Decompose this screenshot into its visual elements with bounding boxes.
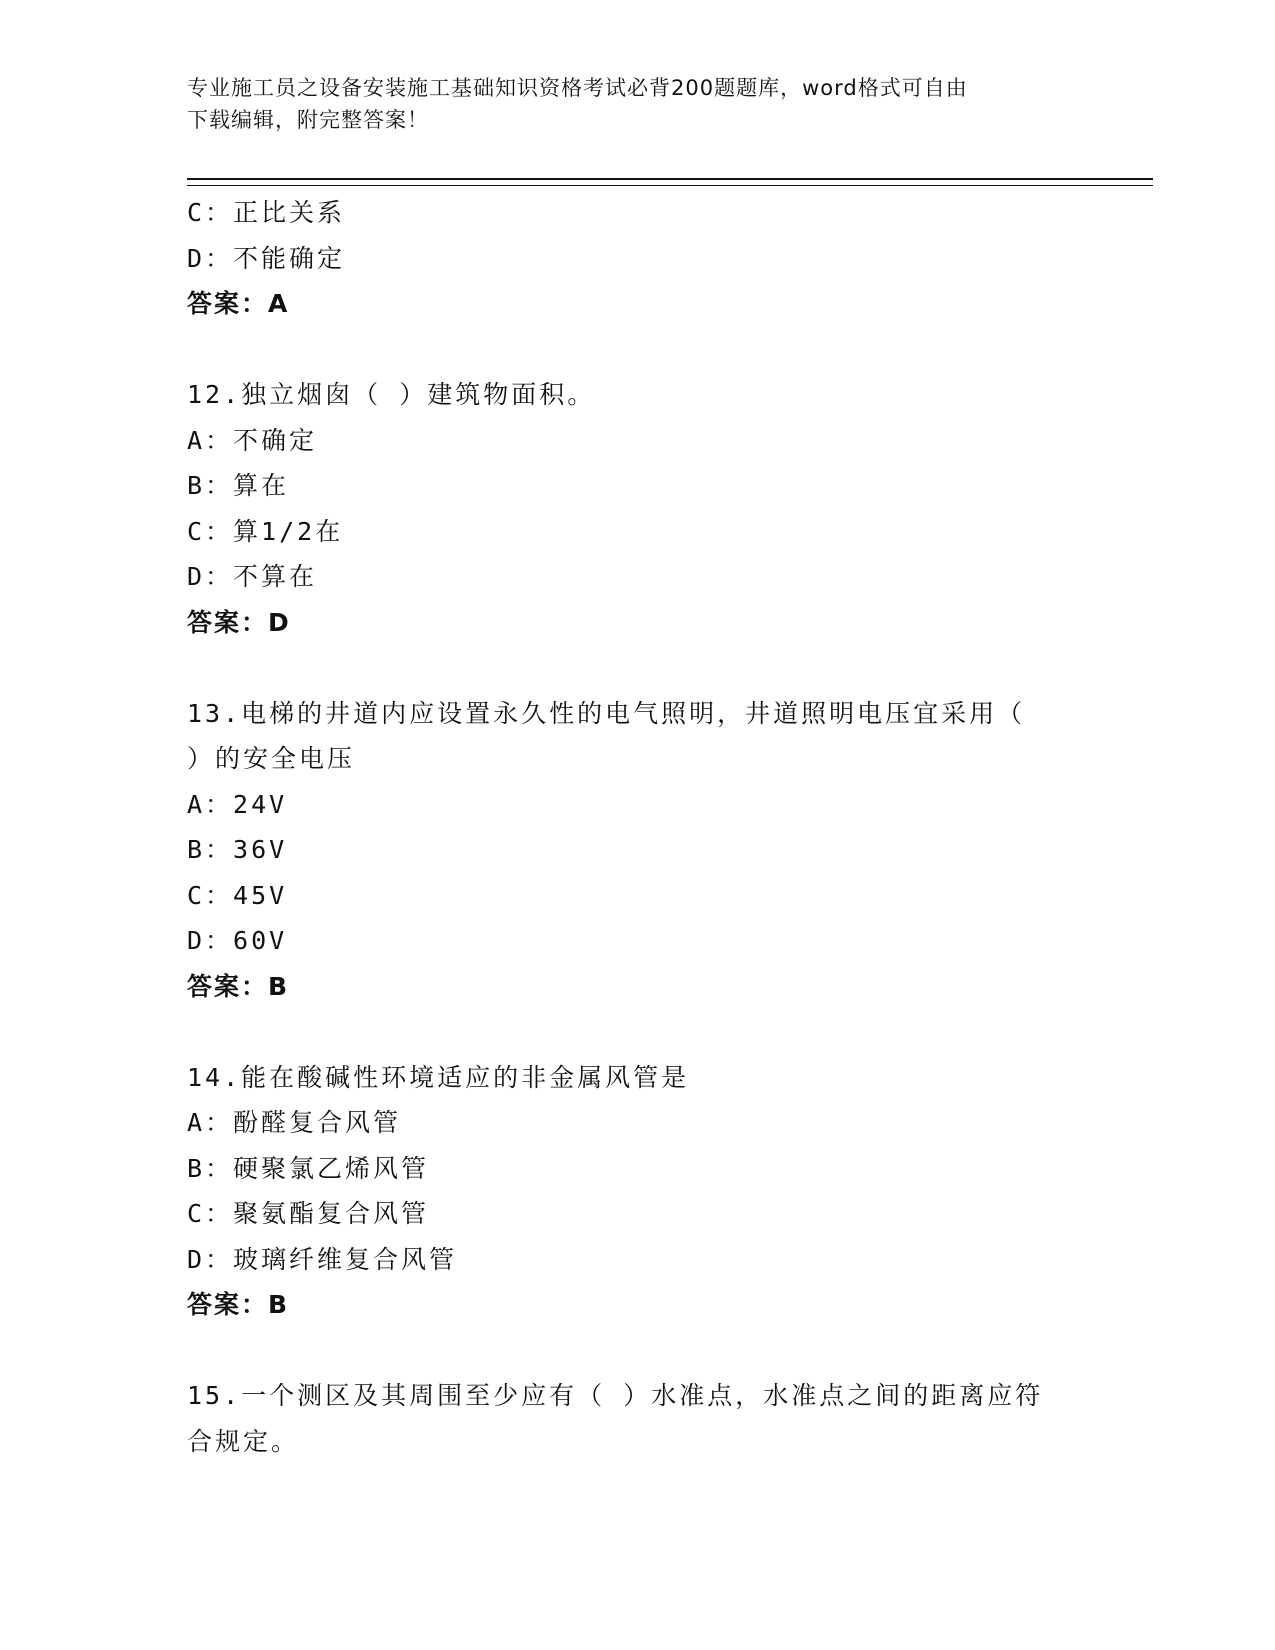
answer-line: 答案：A — [187, 289, 290, 318]
question-13-option-b: B：36V — [187, 835, 288, 864]
question-14-stem: 14.能在酸碱性环境适应的非金属风管是 — [187, 1062, 690, 1092]
header-divider — [187, 178, 1153, 186]
question-14-answer: 答案：B — [187, 1290, 290, 1319]
question-12-option-b: B：算在 — [187, 471, 290, 500]
question-13-stem-line-1: 13.电梯的井道内应设置永久性的电气照明，井道照明电压宜采用（ — [187, 698, 1026, 728]
question-12-option-d: D：不算在 — [187, 562, 318, 591]
question-13-option-a: A：24V — [187, 789, 288, 819]
question-15-stem-line-2: 合规定。 — [187, 1426, 300, 1456]
option-d: D：不能确定 — [187, 243, 346, 273]
question-list — [187, 190, 1087, 1464]
question-13-option-d: D：60V — [187, 926, 288, 955]
header-line-1: 专业施工员之设备安装施工基础知识资格考试必背200题题库，word格式可自由 — [187, 76, 968, 100]
question-14-option-c: C：聚氨酯复合风管 — [187, 1199, 430, 1228]
question-13-option-c: C：45V — [187, 880, 288, 910]
question-12-answer: 答案：D — [187, 607, 291, 637]
header-line-2: 下载编辑，附完整答案！ — [187, 108, 429, 132]
question-14-option-d: D：玻璃纤维复合风管 — [187, 1244, 458, 1274]
question-13-answer: 答案：B — [187, 971, 290, 1001]
question-15-stem-line-1: 15.一个测区及其周围至少应有（ ）水准点，水准点之间的距离应符 — [187, 1381, 1044, 1410]
option-c: C：正比关系 — [187, 198, 346, 227]
question-13-stem-line-2: ）的安全电压 — [187, 744, 356, 773]
document-header — [187, 72, 1087, 136]
question-14-option-b: B：硬聚氯乙烯风管 — [187, 1153, 430, 1183]
question-12-stem: 12.独立烟囱（ ）建筑物面积。 — [187, 380, 596, 409]
question-14-option-a: A：酚醛复合风管 — [187, 1108, 402, 1137]
question-12-option-c: C：算1/2在 — [187, 516, 344, 546]
question-12-option-a: A：不确定 — [187, 425, 318, 455]
